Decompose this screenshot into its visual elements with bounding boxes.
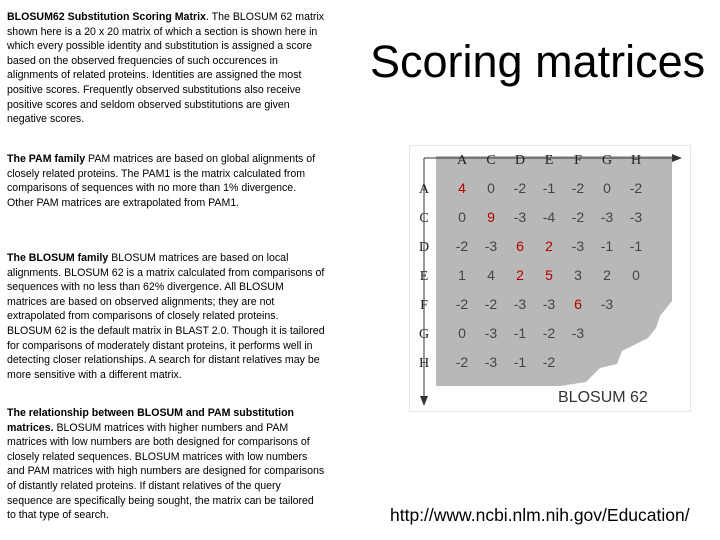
relationship-heading: The relationship between BLOSUM and PAM substitution matrices. bbox=[7, 407, 295, 434]
matrix-col-label-A: A bbox=[456, 153, 468, 168]
matrix-cell: -2 bbox=[484, 296, 498, 312]
matrix-caption: BLOSUM 62 bbox=[558, 389, 648, 406]
slide-title: Scoring matrices bbox=[370, 36, 706, 87]
source-url[interactable]: http://www.ncbi.nlm.nih.gov/Education/ bbox=[390, 505, 690, 525]
blosum-family-heading: The BLOSUM family bbox=[7, 252, 109, 264]
matrix-cell: -1 bbox=[629, 238, 643, 254]
matrix-cell: -1 bbox=[542, 180, 556, 196]
matrix-cell: -2 bbox=[542, 354, 556, 370]
matrix-cell: -2 bbox=[571, 180, 585, 196]
matrix-cell: 6 bbox=[516, 238, 524, 254]
blosum-family-text: BLOSUM matrices are based on local alignments. BLOSUM 62 is a matrix calculated from comparisons of sequences with no less than 62% divergence. All BLOSUM matrices are based on observed alignments; they are not extrapolated from comparisons of closely related proteins. BLOSUM 62 is the default matrix in BLAST 2.0. Though it is tailored for comparisons of moderately distant proteins, it performs well in detecting closer relationships. A search for distant relatives may be more sensitive with a different matrix. bbox=[7, 252, 325, 381]
matrix-row-label-F: F bbox=[420, 298, 428, 313]
matrix-col-label-E: E bbox=[544, 153, 554, 168]
matrix-cell: -3 bbox=[571, 325, 585, 341]
matrix-cell: 0 bbox=[603, 180, 611, 196]
matrix-cell: -3 bbox=[513, 209, 527, 225]
matrix-row-label-H: H bbox=[418, 356, 430, 371]
matrix-cell: -1 bbox=[600, 238, 614, 254]
matrix-cell: -1 bbox=[513, 354, 527, 370]
matrix-cell: 0 bbox=[458, 209, 466, 225]
matrix-svg bbox=[410, 146, 690, 411]
matrix-row-label-D: D bbox=[418, 240, 430, 255]
pam-family-description bbox=[7, 152, 325, 210]
matrix-cell: 0 bbox=[632, 267, 640, 283]
matrix-cell: -2 bbox=[571, 209, 585, 225]
matrix-cell: 2 bbox=[603, 267, 611, 283]
matrix-row-label-G: G bbox=[418, 327, 430, 342]
blosum-family-description bbox=[7, 251, 325, 382]
blosum62-heading: BLOSUM62 Substitution Scoring Matrix bbox=[7, 11, 206, 23]
matrix-left-arrowhead bbox=[420, 396, 428, 406]
matrix-cell: 2 bbox=[545, 238, 553, 254]
matrix-cell: 1 bbox=[458, 267, 466, 283]
matrix-col-label-C: C bbox=[486, 153, 496, 168]
matrix-cell: -3 bbox=[629, 209, 643, 225]
matrix-cell: -3 bbox=[484, 238, 498, 254]
matrix-cell: 6 bbox=[574, 296, 582, 312]
matrix-cell: -2 bbox=[455, 354, 469, 370]
matrix-cell: -2 bbox=[455, 296, 469, 312]
matrix-cell: 4 bbox=[487, 267, 495, 283]
blosum62-text: . The BLOSUM 62 matrix shown here is a 20 x 20 matrix of which a section is shown here in which every possible identity and substitution is assigned a score based on the observed frequencies of such occurences in alignments of related proteins. Identities are assigned the most positive scores. Frequently observed substitutions also receive positive scores and seldom observed substitutions are given negative scores. bbox=[7, 11, 325, 126]
matrix-cell: 3 bbox=[574, 267, 582, 283]
matrix-col-label-F: F bbox=[574, 153, 582, 168]
matrix-row-label-E: E bbox=[419, 269, 429, 284]
matrix-cell: 5 bbox=[545, 267, 553, 283]
relationship-description bbox=[7, 406, 325, 523]
matrix-cell: -3 bbox=[542, 296, 556, 312]
matrix-col-label-D: D bbox=[514, 153, 526, 168]
matrix-cell: -3 bbox=[484, 325, 498, 341]
matrix-cell: -2 bbox=[629, 180, 643, 196]
matrix-cell: -2 bbox=[455, 238, 469, 254]
matrix-col-label-G: G bbox=[601, 153, 613, 168]
matrix-cell: -1 bbox=[513, 325, 527, 341]
matrix-cell: 2 bbox=[516, 267, 524, 283]
pam-family-heading: The PAM family bbox=[7, 153, 86, 165]
matrix-cell: 4 bbox=[458, 180, 466, 196]
matrix-cell: 9 bbox=[487, 209, 495, 225]
matrix-cell: -3 bbox=[600, 296, 614, 312]
matrix-cell: -3 bbox=[571, 238, 585, 254]
matrix-row-label-C: C bbox=[419, 211, 429, 226]
matrix-cell: -2 bbox=[513, 180, 527, 196]
matrix-cell: 0 bbox=[487, 180, 495, 196]
matrix-cell: 0 bbox=[458, 325, 466, 341]
matrix-top-arrowhead bbox=[672, 154, 682, 162]
blosum62-description bbox=[7, 10, 325, 127]
matrix-col-label-H: H bbox=[630, 153, 642, 168]
matrix-cell: -3 bbox=[600, 209, 614, 225]
matrix-cell: -3 bbox=[513, 296, 527, 312]
matrix-cell: -4 bbox=[542, 209, 556, 225]
matrix-cell: -3 bbox=[484, 354, 498, 370]
relationship-text: BLOSUM matrices with higher numbers and PAM matrices with low numbers are both designed for comparisons of closely related sequences. BLOSUM matrices with low numbers and PAM matrices with high numbers are designed for comparisons of distantly related proteins. If distant relatives of the query sequence are specifically being sought, the matrix can be tailored to that type of search. bbox=[7, 421, 325, 522]
blosum62-matrix-figure bbox=[410, 146, 690, 411]
matrix-row-label-A: A bbox=[418, 182, 430, 197]
pam-family-text: PAM matrices are based on global alignments of closely related proteins. The PAM1 is the matrix calculated from comparisons of sequences with no more than 1% divergence. Other PAM matrices are extrapolated from PAM1. bbox=[7, 153, 316, 209]
matrix-cell: -2 bbox=[542, 325, 556, 341]
